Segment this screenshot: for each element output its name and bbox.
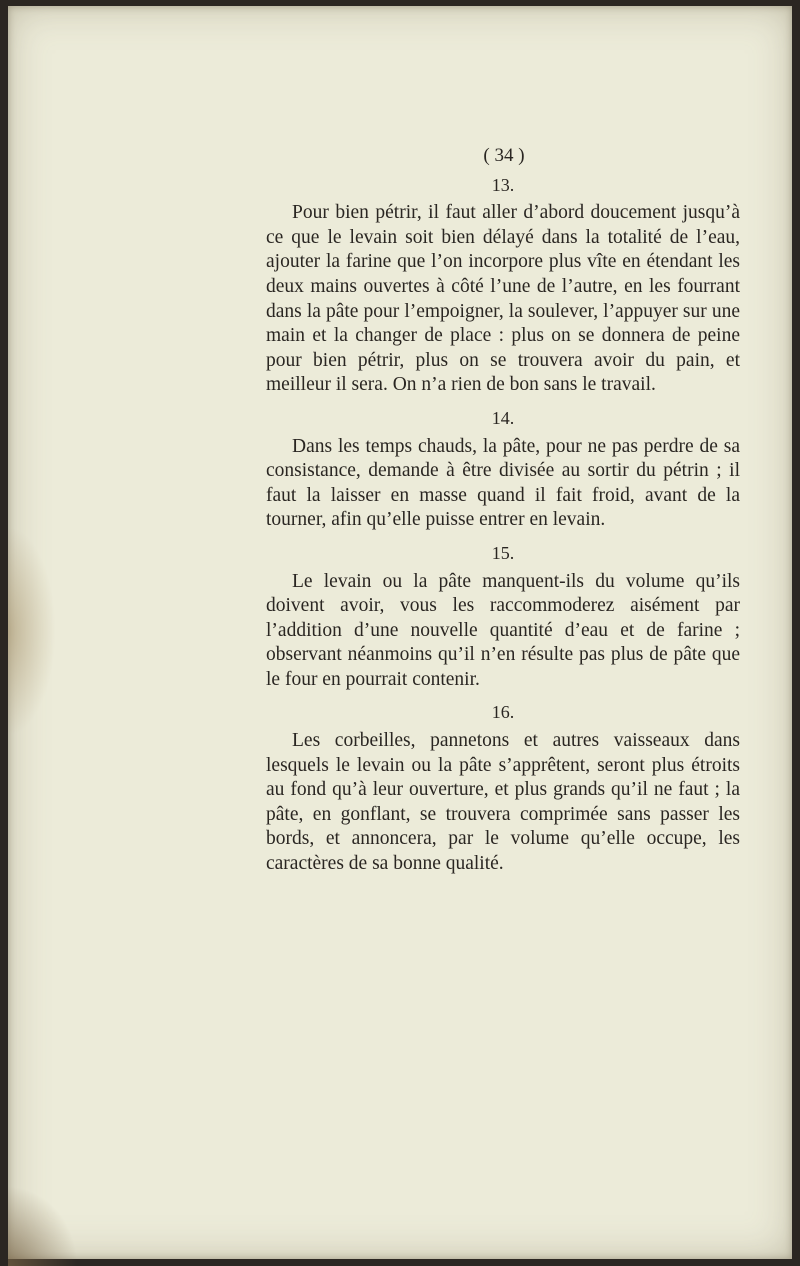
page-corner-stain (8, 1186, 78, 1266)
section-number: 13. (491, 174, 515, 195)
page-number: ( 34 ) (483, 145, 525, 166)
page-stain (8, 526, 56, 736)
paragraph: Les corbeilles, pannetons et autres vaisseaux dans lesquels le levain ou la pâte s’apprêtent, seront plus étroits au fond qu’à leur ouverture, et plus grands qu’il ne faut ; la pâte, en gonflant, se trouvera comprimée sans passer les bords, et annoncera, par le volume qu’elle occupe, les caractères de sa bonne qualité. (266, 730, 740, 875)
paragraph: Dans les temps chauds, la pâte, pour ne pas perdre de sa consistance, demande à être divisée au sortir du pétrin ; il faut la laisser en masse quand il fait froid, avant de la tourner, afin qu’elle puisse entrer en levain. (266, 435, 740, 531)
paragraph: Pour bien pétrir, il faut aller d’abord doucement jusqu’à ce que le levain soit bien délayé dans la totalité de l’eau, ajouter la farine que l’on incorpore plus vîte en étendant les deux mains ouvertes à côté l’une de l’autre, en les fourrant dans la pâte pour l’empoigner, la soulever, l’appuyer sur une main et la changer de place : plus on se donnera de peine pour bien pétrir, plus on se trouvera avoir du pain, et meilleur il sera. On n’a rien de bon sans le travail. (266, 202, 740, 396)
section-number: 15. (491, 542, 515, 563)
section-number: 14. (491, 407, 515, 428)
page-text (266, 144, 740, 877)
book-page (8, 6, 792, 1259)
section-number: 16. (491, 702, 515, 723)
paragraph: Le levain ou la pâte manquent-ils du volume qu’ils doivent avoir, vous les raccommoderez aisément par l’addition d’une nouvelle quantité d’eau et de farine ; observant néanmoins qu’il n’en résulte pas plus de pâte que le four en pourrait contenir. (266, 570, 740, 690)
